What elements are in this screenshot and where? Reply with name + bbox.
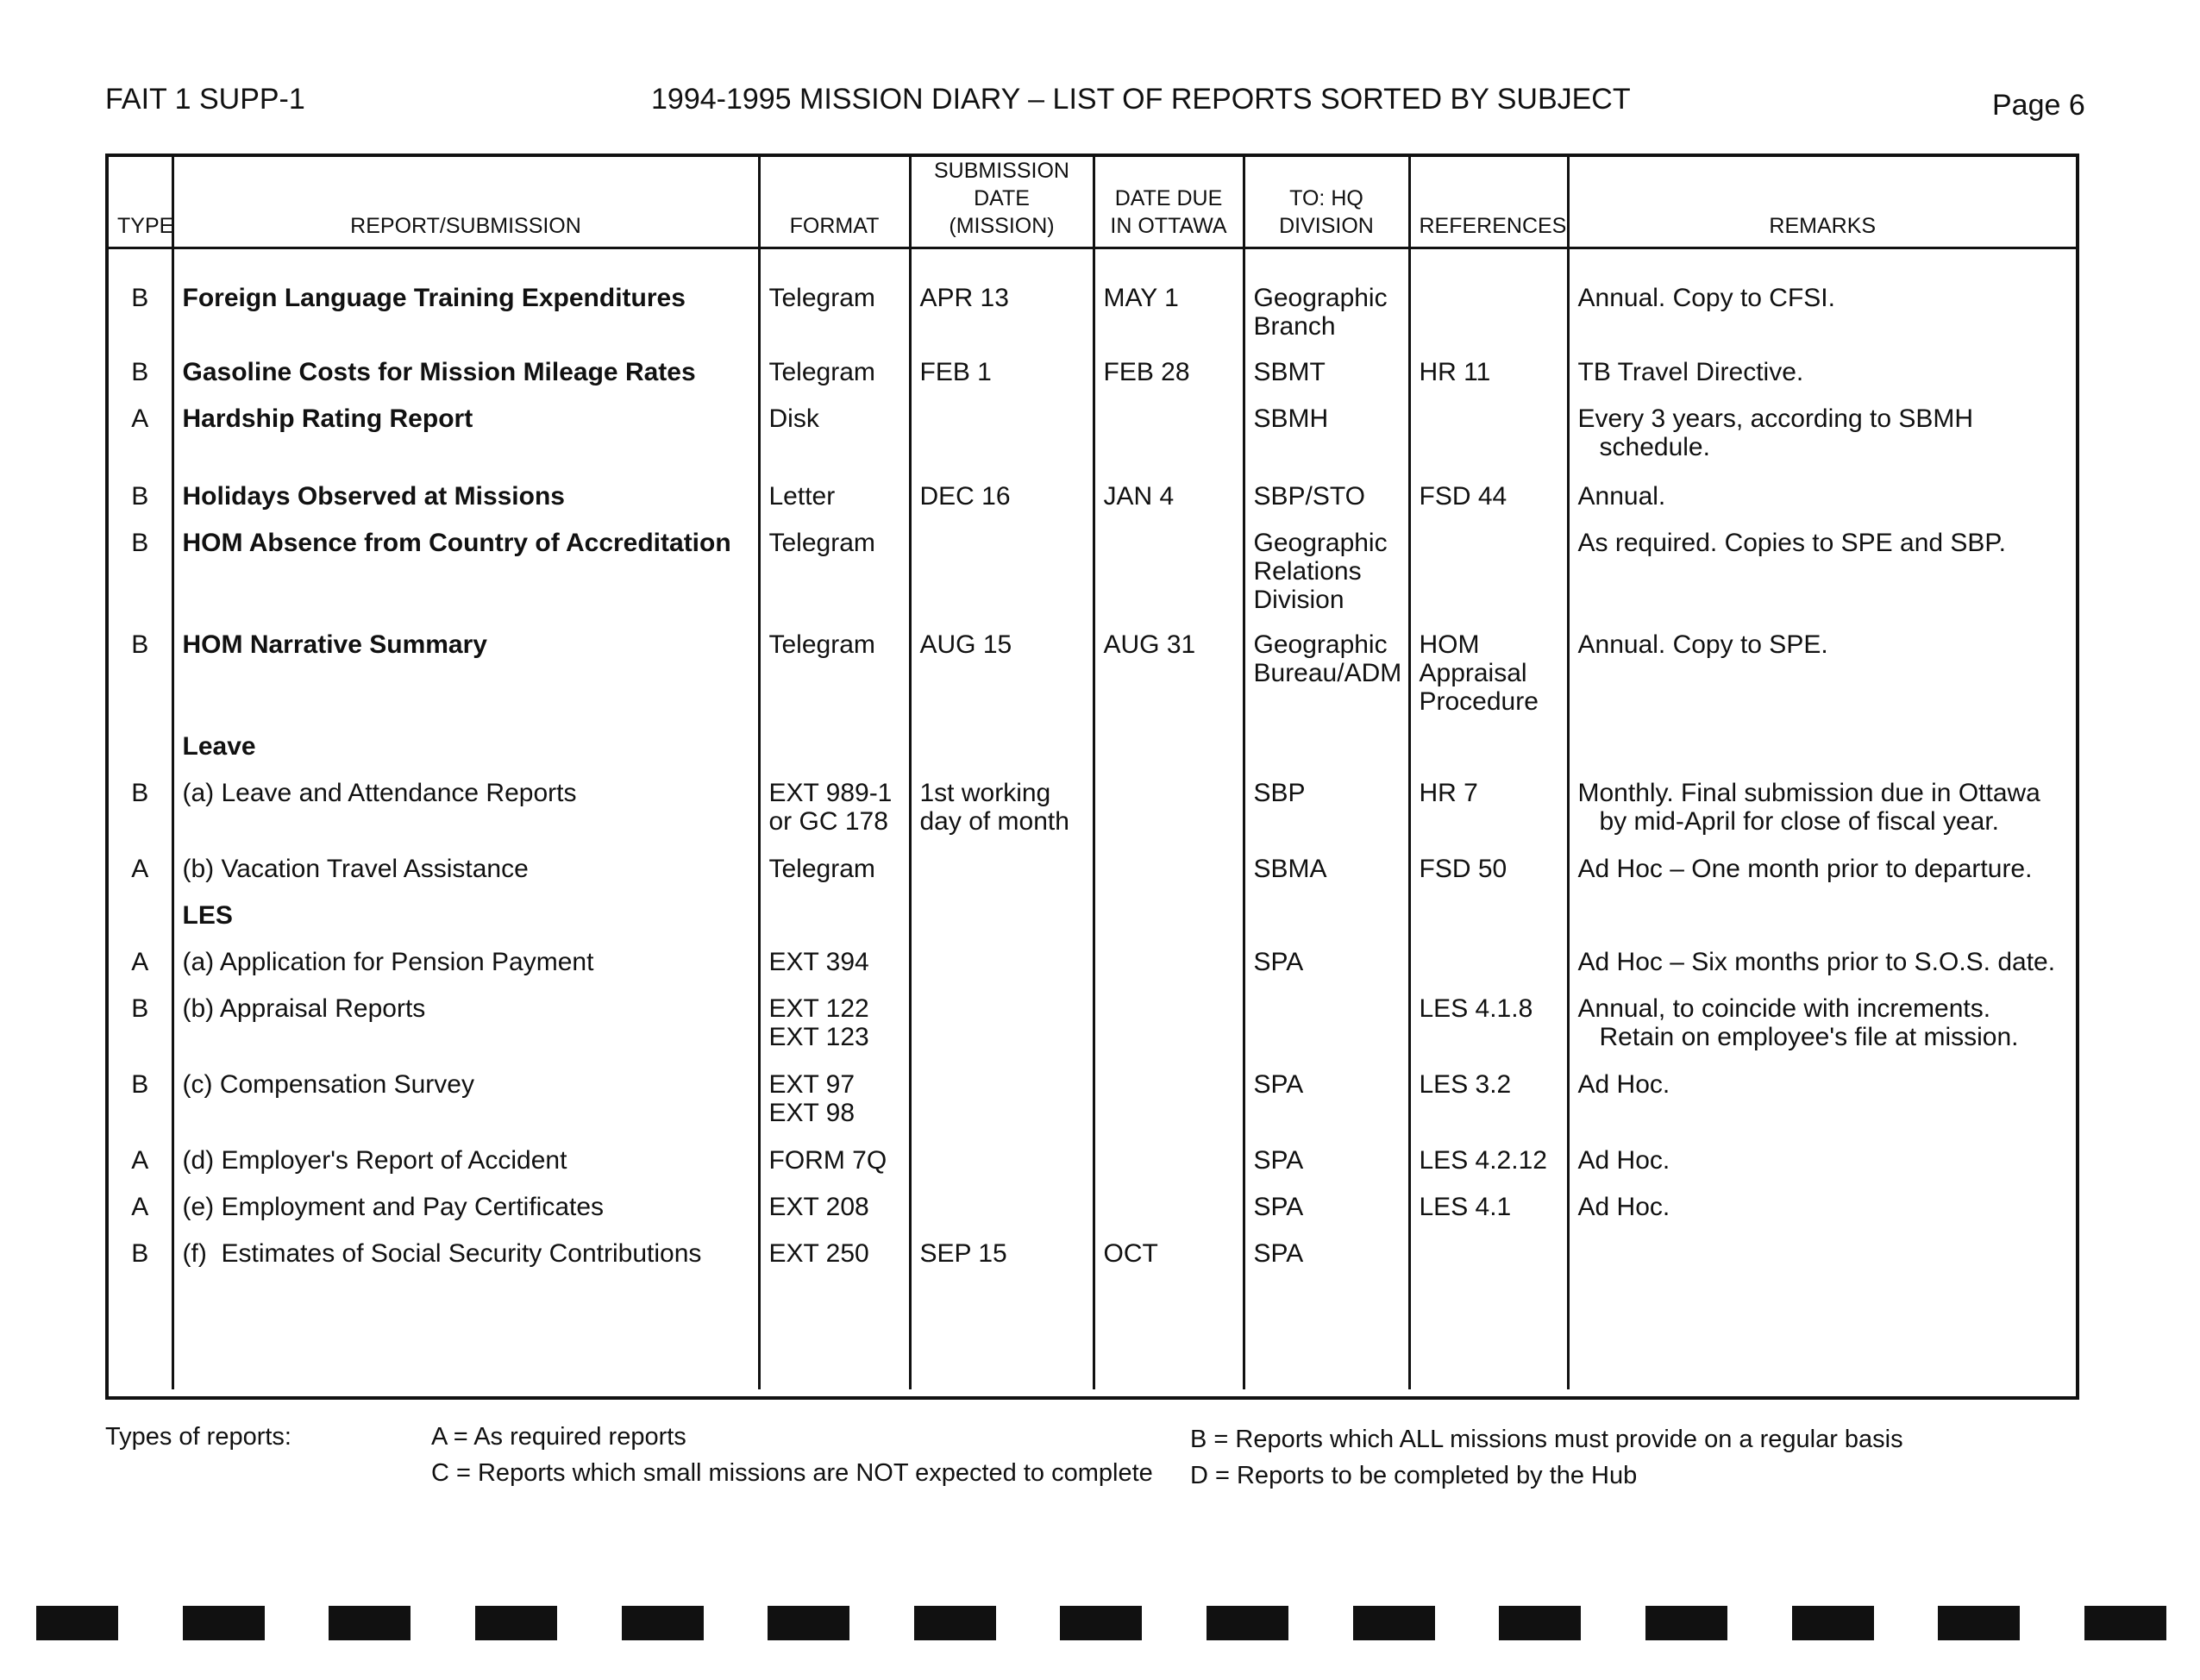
cell-report: (e) Employment and Pay Certificates [172, 1193, 759, 1239]
table-row [109, 994, 2076, 1070]
cell-hq-division: SBP/STO [1244, 482, 1409, 529]
table-row [109, 1239, 2076, 1286]
col-type-header: TYPE [109, 157, 172, 248]
cell-hq-division [1244, 901, 1409, 948]
cell-report: (c) Compensation Survey [172, 1070, 759, 1146]
cell-type: B [131, 630, 149, 659]
legend-type-b: B = Reports which ALL missions must provide on a regular basis [1190, 1426, 1903, 1453]
cell-report: (b) Vacation Travel Assistance [172, 855, 759, 901]
cell-report: Hardship Rating Report [172, 404, 759, 482]
cell-submission-date: AUG 15 [910, 630, 1094, 732]
punch-mark [1938, 1606, 2020, 1640]
cell-references: HOM Appraisal Procedure [1409, 630, 1568, 732]
cell-hq-division: SPA [1244, 1193, 1409, 1239]
cell-type: A [131, 1146, 149, 1175]
legend-type-c: C = Reports which small missions are NOT expected to complete [431, 1459, 1153, 1487]
table-row [109, 284, 2076, 358]
table-row [109, 358, 2076, 404]
cell-type: B [131, 358, 149, 386]
punch-mark [1645, 1606, 1727, 1640]
report-table-frame [105, 154, 2079, 1400]
cell-hq-division: Geographic Bureau/ADM [1244, 630, 1409, 732]
punch-mark [1207, 1606, 1288, 1640]
cell-date-due: MAY 1 [1094, 284, 1244, 358]
cell-format: FORM 7Q [759, 1146, 910, 1193]
cell-report: Foreign Language Training Expenditures [172, 284, 759, 358]
cell-date-due [1094, 732, 1244, 779]
cell-references: LES 4.2.12 [1409, 1146, 1568, 1193]
cell-hq-division: SPA [1244, 948, 1409, 994]
col-hq-header: TO: HQ DIVISION [1244, 157, 1409, 248]
cell-remarks: Ad Hoc – Six months prior to S.O.S. date. [1568, 948, 2076, 994]
cell-report: (f) Estimates of Social Security Contributions [172, 1239, 759, 1286]
cell-submission-date [910, 994, 1094, 1070]
cell-type: A [131, 404, 149, 433]
cell-report: Holidays Observed at Missions [172, 482, 759, 529]
punch-mark [1353, 1606, 1435, 1640]
col-format-header: FORMAT [759, 157, 910, 248]
cell-type [109, 901, 172, 948]
col-submission-header: SUBMISSION DATE (MISSION) [910, 157, 1094, 248]
cell-format: Letter [759, 482, 910, 529]
cell-date-due: JAN 4 [1094, 482, 1244, 529]
cell-report: (d) Employer's Report of Accident [172, 1146, 759, 1193]
cell-hq-division: SPA [1244, 1146, 1409, 1193]
table-row [109, 1146, 2076, 1193]
table-row [109, 1193, 2076, 1239]
cell-remarks: Ad Hoc. [1568, 1193, 2076, 1239]
cell-references: HR 11 [1409, 358, 1568, 404]
cell-references [1409, 404, 1568, 482]
cell-submission-date [910, 1146, 1094, 1193]
cell-report: HOM Absence from Country of Accreditation [172, 529, 759, 630]
cell-remarks [1568, 901, 2076, 948]
cell-remarks: Every 3 years, according to SBMH schedule. [1568, 404, 2076, 482]
cell-remarks: TB Travel Directive. [1568, 358, 2076, 404]
cell-type [109, 732, 172, 779]
cell-hq-division: SBP [1244, 779, 1409, 855]
table-row [109, 630, 2076, 732]
cell-type: B [131, 284, 149, 312]
legend-type-d: D = Reports to be completed by the Hub [1190, 1462, 1638, 1489]
cell-format: Telegram [759, 358, 910, 404]
cell-report: (a) Application for Pension Payment [172, 948, 759, 994]
cell-date-due [1094, 404, 1244, 482]
cell-report: (b) Appraisal Reports [172, 994, 759, 1070]
cell-submission-date [910, 901, 1094, 948]
cell-report: (a) Leave and Attendance Reports [172, 779, 759, 855]
cell-references: HR 7 [1409, 779, 1568, 855]
cell-type: B [131, 994, 149, 1023]
report-table [109, 157, 2076, 1389]
cell-remarks [1568, 732, 2076, 779]
cell-type: A [131, 855, 149, 883]
cell-remarks: Monthly. Final submission due in Ottawa by mid-April for close of fiscal year. [1568, 779, 2076, 855]
cell-hq-division: SBMH [1244, 404, 1409, 482]
cell-references [1409, 948, 1568, 994]
cell-references [1409, 284, 1568, 358]
cell-date-due [1094, 855, 1244, 901]
cell-submission-date: APR 13 [910, 284, 1094, 358]
cell-references: LES 4.1 [1409, 1193, 1568, 1239]
cell-date-due [1094, 994, 1244, 1070]
cell-submission-date [910, 948, 1094, 994]
cell-submission-date: SEP 15 [910, 1239, 1094, 1286]
table-row [109, 404, 2076, 482]
cell-type: A [131, 948, 149, 976]
punch-mark [1499, 1606, 1581, 1640]
cell-date-due: FEB 28 [1094, 358, 1244, 404]
punch-mark [622, 1606, 704, 1640]
cell-report: Gasoline Costs for Mission Mileage Rates [172, 358, 759, 404]
cell-type: B [131, 482, 149, 511]
table-row [109, 482, 2076, 529]
cell-submission-date [910, 732, 1094, 779]
cell-format: EXT 250 [759, 1239, 910, 1286]
cell-format: Telegram [759, 855, 910, 901]
cell-date-due [1094, 1193, 1244, 1239]
table-header-row [109, 157, 2076, 248]
cell-remarks: Ad Hoc – One month prior to departure. [1568, 855, 2076, 901]
cell-remarks: Ad Hoc. [1568, 1070, 2076, 1146]
cell-date-due [1094, 1146, 1244, 1193]
cell-hq-division [1244, 994, 1409, 1070]
cell-remarks: Annual, to coincide with increments. Retain on employee's file at mission. [1568, 994, 2076, 1070]
legend-label: Types of reports: [105, 1423, 291, 1451]
cell-hq-division: SPA [1244, 1070, 1409, 1146]
cell-date-due [1094, 529, 1244, 630]
cell-hq-division: Geographic Branch [1244, 284, 1409, 358]
cell-submission-date: FEB 1 [910, 358, 1094, 404]
cell-type: B [131, 779, 149, 807]
cell-date-due [1094, 901, 1244, 948]
cell-format: Telegram [759, 630, 910, 732]
punch-mark [475, 1606, 557, 1640]
page-number: Page 6 [1992, 89, 2085, 122]
cell-references [1409, 529, 1568, 630]
table-row [109, 855, 2076, 901]
cell-report: Leave [172, 732, 759, 779]
cell-remarks: Annual. Copy to CFSI. [1568, 284, 2076, 358]
cell-references: FSD 50 [1409, 855, 1568, 901]
cell-hq-division: Geographic Relations Division [1244, 529, 1409, 630]
cell-date-due: AUG 31 [1094, 630, 1244, 732]
cell-date-due [1094, 948, 1244, 994]
cell-submission-date [910, 1070, 1094, 1146]
cell-submission-date [910, 404, 1094, 482]
col-references-header: REFERENCES [1409, 157, 1568, 248]
punch-mark [183, 1606, 265, 1640]
punch-mark [768, 1606, 849, 1640]
cell-date-due: OCT [1094, 1239, 1244, 1286]
cell-hq-division: SBMA [1244, 855, 1409, 901]
table-spacer-row [109, 248, 2076, 285]
table-row [109, 948, 2076, 994]
punch-mark [1060, 1606, 1142, 1640]
cell-remarks: Annual. [1568, 482, 2076, 529]
table-row [109, 732, 2076, 779]
punch-mark [36, 1606, 118, 1640]
cell-format [759, 732, 910, 779]
punch-mark [914, 1606, 996, 1640]
cell-format: EXT 208 [759, 1193, 910, 1239]
legend-type-a: A = As required reports [431, 1423, 686, 1451]
document-code: FAIT 1 SUPP-1 [105, 83, 305, 116]
cell-format: EXT 122 EXT 123 [759, 994, 910, 1070]
cell-hq-division: SBMT [1244, 358, 1409, 404]
cell-format: EXT 97 EXT 98 [759, 1070, 910, 1146]
col-remarks-header: REMARKS [1568, 157, 2076, 248]
cell-submission-date [910, 855, 1094, 901]
table-row [109, 779, 2076, 855]
cell-format: Telegram [759, 284, 910, 358]
cell-hq-division [1244, 732, 1409, 779]
cell-hq-division: SPA [1244, 1239, 1409, 1286]
cell-references [1409, 901, 1568, 948]
cell-format: Disk [759, 404, 910, 482]
table-filler-row [109, 1286, 2076, 1389]
table-row [109, 1070, 2076, 1146]
cell-submission-date [910, 529, 1094, 630]
cell-remarks: Ad Hoc. [1568, 1146, 2076, 1193]
cell-submission-date [910, 1193, 1094, 1239]
punch-mark [1792, 1606, 1874, 1640]
cell-date-due [1094, 1070, 1244, 1146]
cell-remarks: As required. Copies to SPE and SBP. [1568, 529, 2076, 630]
table-row [109, 901, 2076, 948]
cell-references: FSD 44 [1409, 482, 1568, 529]
cell-type: B [131, 529, 149, 557]
cell-submission-date: DEC 16 [910, 482, 1094, 529]
cell-remarks: Annual. Copy to SPE. [1568, 630, 2076, 732]
cell-type: A [131, 1193, 149, 1221]
cell-format: EXT 989-1 or GC 178 [759, 779, 910, 855]
cell-type: B [131, 1239, 149, 1268]
table-row [109, 529, 2076, 630]
cell-remarks [1568, 1239, 2076, 1286]
cell-date-due [1094, 779, 1244, 855]
cell-references [1409, 1239, 1568, 1286]
cell-references [1409, 732, 1568, 779]
col-report-header: REPORT/SUBMISSION [172, 157, 759, 248]
cell-format: EXT 394 [759, 948, 910, 994]
punch-mark [329, 1606, 411, 1640]
punch-mark [2084, 1606, 2166, 1640]
table-body [109, 248, 2076, 1390]
cell-report: HOM Narrative Summary [172, 630, 759, 732]
col-due-header: DATE DUE IN OTTAWA [1094, 157, 1244, 248]
cell-references: LES 3.2 [1409, 1070, 1568, 1146]
cell-submission-date: 1st working day of month [910, 779, 1094, 855]
cell-format: Telegram [759, 529, 910, 630]
punch-marks [36, 1606, 2166, 1640]
cell-report: LES [172, 901, 759, 948]
page-title: 1994-1995 MISSION DIARY – LIST OF REPORTS SORTED BY SUBJECT [651, 83, 1631, 116]
cell-format [759, 901, 910, 948]
cell-type: B [131, 1070, 149, 1099]
cell-references: LES 4.1.8 [1409, 994, 1568, 1070]
